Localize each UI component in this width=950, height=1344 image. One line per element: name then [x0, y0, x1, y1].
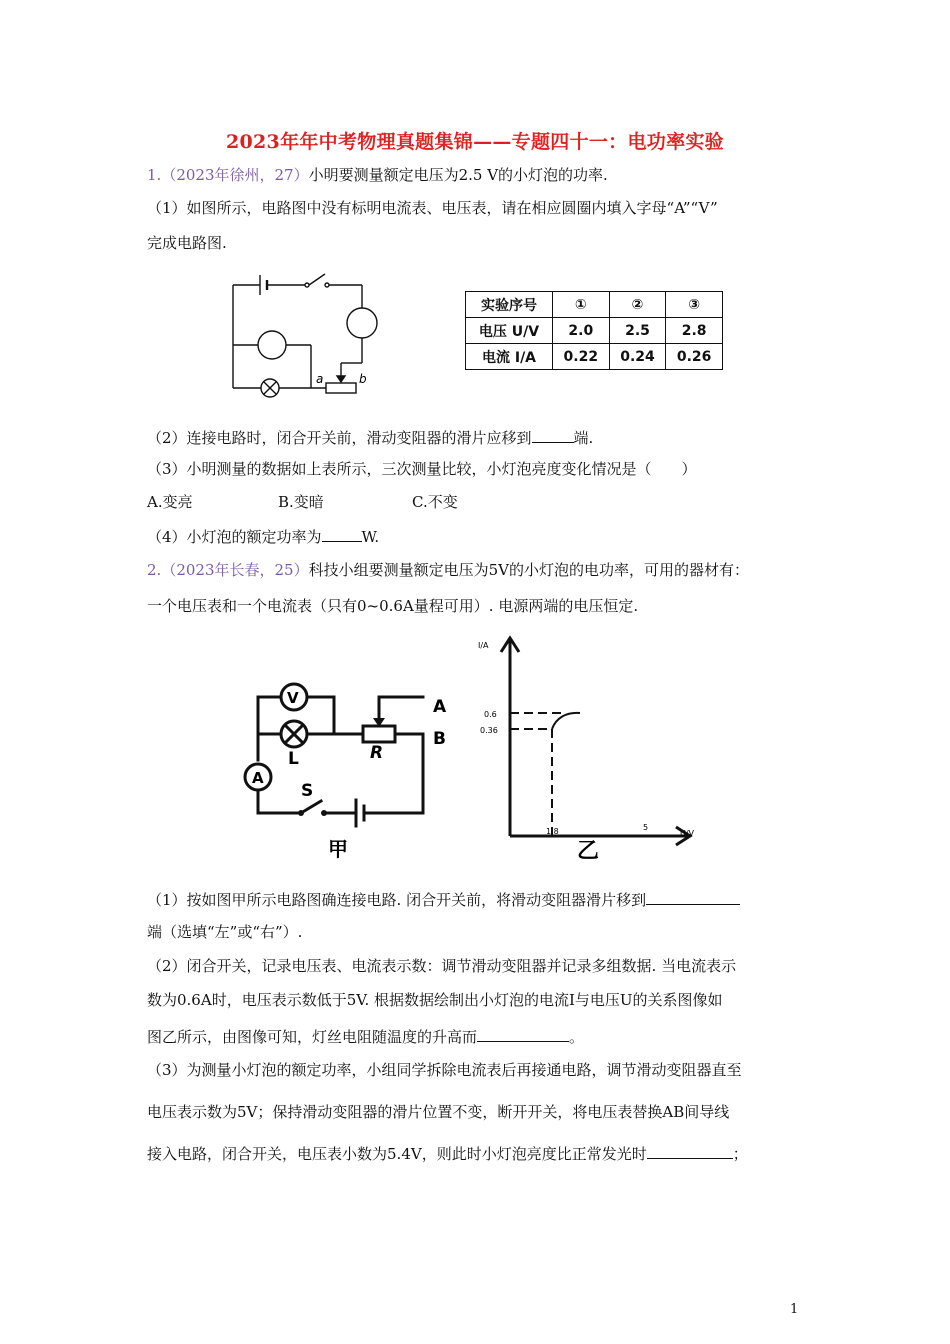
q2-part2-line2: 数为0.6A时，电压表示数低于5V. 根据数据绘制出小灯泡的电流I与电压U的关系图像如 [147, 991, 723, 1009]
q2-graph-y-tick-1: 0.36 [480, 726, 498, 735]
q2-part1-text: （1）按如图甲所示电路图确连接电路. 闭合开关前，将滑动变阻器滑片移到 [147, 891, 647, 909]
q1-part1-line2: 完成电路图. [147, 234, 227, 252]
q2-part1-line2: 端（选填“左”或“右”）. [147, 923, 303, 941]
q2-part2-end: 。 [569, 1028, 585, 1046]
q2-part3-line2: 电压表示数为5V；保持滑动变阻器的滑片位置不变，断开开关，将电压表替换AB间导线 [147, 1103, 730, 1121]
q2-part1-blank[interactable] [646, 888, 740, 905]
table-cell: 0.24 [609, 344, 666, 370]
q2-caption-yi: 乙 [577, 839, 600, 864]
q2-circuit-diagram-jia [238, 680, 468, 860]
q1-circuit-label-a: a [316, 372, 324, 386]
q1-part4 [147, 525, 379, 547]
q2-graph-x-label: U/V [680, 829, 695, 838]
q2-part3-blank[interactable] [647, 1142, 733, 1159]
table-row [466, 292, 723, 318]
q2-terminal-a: A [433, 697, 447, 717]
table-cell: 0.26 [666, 344, 723, 370]
q1-choice-c: C.不变 [412, 493, 458, 511]
q1-part2-blank[interactable] [532, 426, 574, 443]
q1-circuit-label-b: b [359, 372, 367, 386]
table-cell: ① [553, 292, 610, 318]
table-cell: 实验序号 [466, 292, 553, 318]
q2-part3-line1: （3）为测量小灯泡的额定功率，小组同学拆除电流表后再接通电路，调节滑动变阻器直至 [147, 1061, 742, 1079]
q2-graph-x-tick-0: 1.8 [546, 827, 559, 836]
q2-part3-text: 接入电路，闭合开关，电压表小数为5.4V，则此时小灯泡亮度比正常发光时 [147, 1145, 647, 1163]
table-cell: ② [609, 292, 666, 318]
q2-part2-text: 图乙所示，由图像可知，灯丝电阻随温度的升高而 [147, 1028, 478, 1046]
q1-part4-end: W. [361, 528, 380, 546]
q2-graph-y-tick-0: 0.6 [484, 710, 497, 719]
q1-part2-text: （2）连接电路时，闭合开关前，滑动变阻器的滑片应移到 [147, 429, 532, 447]
q2-graph-y-label: I/A [478, 641, 489, 650]
q2-stem-line [147, 560, 749, 580]
q1-part3: （3）小明测量的数据如上表所示，三次测量比较，小灯泡亮度变化情况是（ ） [147, 460, 697, 478]
q1-choice-b: B.变暗 [278, 493, 324, 511]
q2-stem-line2: 一个电压表和一个电流表（只有0~0.6A量程可用）. 电源两端的电压恒定. [147, 597, 639, 615]
q2-voltmeter-label: V [287, 689, 299, 707]
q1-stem: 小明要测量额定电压为2.5 V的小灯泡的功率. [308, 166, 608, 184]
table-cell: 2.8 [666, 318, 723, 344]
q2-part2-line1: （2）闭合开关，记录电压表、电流表示数：调节滑动变阻器并记录多组数据. 当电流表示 [147, 957, 737, 975]
q2-part2-line3 [147, 1025, 584, 1047]
table-cell: 2.0 [553, 318, 610, 344]
q2-part3-end: ； [732, 1145, 748, 1163]
q2-graph-x-tick-1: 5 [643, 823, 649, 832]
q2-source: （2023年长春，25） [161, 561, 309, 579]
q2-switch-label: S [301, 781, 314, 801]
q2-part3-line3 [147, 1142, 748, 1164]
q1-number: 1. [147, 166, 162, 184]
q1-source: （2023年徐州，27） [161, 166, 309, 184]
q1-part2-end: 端. [573, 429, 594, 447]
table-cell: 0.22 [553, 344, 610, 370]
q2-part1-line1 [147, 888, 740, 910]
q2-lamp-label: L [288, 749, 299, 769]
q2-ammeter-label: A [252, 769, 264, 787]
table-row [466, 318, 723, 344]
q1-data-table [465, 291, 723, 370]
q2-stem: 科技小组要测量额定电压为5V的小灯泡的电功率，可用的器材有： [308, 561, 749, 579]
page-number: 1 [790, 1302, 799, 1317]
table-cell: 电流 I/A [466, 344, 553, 370]
q2-rheostat-label: R [370, 743, 384, 763]
q2-number: 2. [147, 561, 162, 579]
q1-part4-blank[interactable] [322, 525, 362, 542]
table-cell: ③ [666, 292, 723, 318]
q1-part1-line1: （1）如图所示，电路图中没有标明电流表、电压表，请在相应圆圈内填入字母“A”“V” [147, 199, 718, 217]
q1-part4-text: （4）小灯泡的额定功率为 [147, 528, 322, 546]
q1-part2 [147, 426, 593, 448]
page-title: 2023年年中考物理真题集锦——专题四十一：电功率实验 [226, 131, 724, 153]
table-cell: 电压 U/V [466, 318, 553, 344]
q1-stem-line [147, 165, 608, 185]
q2-part2-blank[interactable] [477, 1025, 569, 1042]
q2-graph-yi [470, 632, 705, 864]
table-cell: 2.5 [609, 318, 666, 344]
q1-choice-a: A.变亮 [147, 493, 193, 511]
table-row [466, 344, 723, 370]
q1-circuit-diagram [225, 265, 390, 400]
q2-terminal-b: B [433, 729, 446, 749]
q2-caption-jia: 甲 [328, 837, 348, 860]
